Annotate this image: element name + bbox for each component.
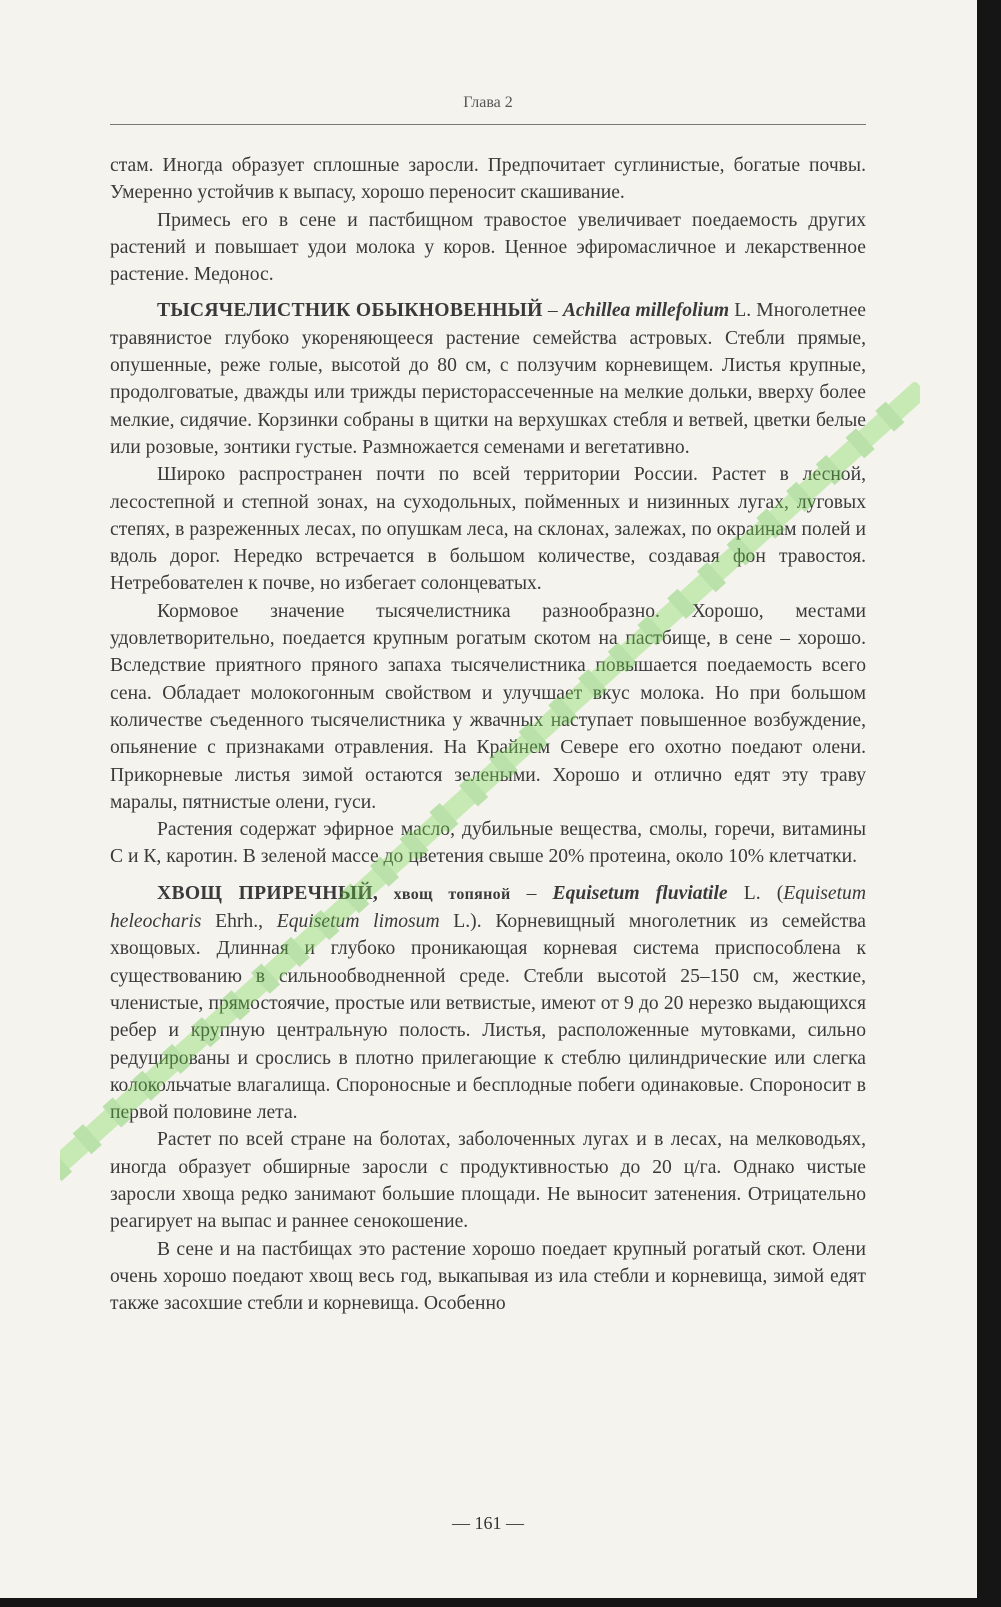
header-rule (110, 124, 866, 125)
paragraph-horsetail-distribution: Растет по всей стране на болотах, заболоченных лугах и в лесах, на мелководьях, иногда образует обширные заросли с продуктивностью до 20 ц/га. Однако чистые заросли хвоща редко занимают большие площади. Не выносит затенения. Отрицательно реагирует на выпас и раннее сенокошение. (110, 1129, 866, 1233)
entry-horsetail-dash: – (510, 882, 553, 904)
entry-yarrow-term: ТЫСЯЧЕЛИСТНИК ОБЫКНОВЕННЫЙ (157, 300, 543, 322)
entry-horsetail (110, 880, 866, 1127)
paragraph-continuation: стам. Иногда образует сплошные заросли. Предпочитает суглинистые, богатые почвы. Умеренно устойчив к выпасу, хорошо переносит скашивание. (110, 155, 866, 204)
paragraph-yarrow-distribution: Широко распространен почти по всей территории России. Растет в лесной, лесостепной и степной зонах, на суходольных, пойменных и низинных лугах, луговых степях, в разреженных лесах, по опушкам леса, на склонах, залежах, по окраинам полей и вдоль дорог. Нередко встречается в большом количестве, создавая фон травостоя. Нетребователен к почве, но избегает солонцеватых. (110, 464, 866, 595)
entry-horsetail-author: L. ( (727, 882, 784, 904)
scan-edge-bottom (0, 1598, 1001, 1607)
entry-horsetail-latin: Equisetum fluviatile (552, 882, 728, 904)
body-text (110, 152, 866, 1317)
running-head: Глава 2 (463, 94, 513, 111)
paragraph-hay-value: Примесь его в сене и пастбищном травостое увеличивает поедаемость других растений и повышает удои молока у коров. Ценное эфиромасличное и лекарственное растение. Медонос. (110, 209, 866, 286)
entry-horsetail-alt-name: хвощ топяной (378, 885, 511, 903)
page-number: — 161 — (452, 1513, 524, 1533)
entry-yarrow (110, 297, 866, 461)
entry-horsetail-synonym-1: Equisetum heleocharis (110, 882, 866, 933)
entry-horsetail-synonym-2-author: L.). (439, 911, 482, 933)
entry-horsetail-term: ХВОЩ ПРИРЕЧНЫЙ, (157, 882, 379, 904)
scan-edge-right (977, 0, 1001, 1607)
entry-horsetail-synonym-2: Equisetum limosum (276, 911, 440, 933)
entry-horsetail-description: Корневищный многолетник из семейства хвощовых. Длинная и глубоко проникающая корневая система приспособлена к существованию в сильнообводненной среде. Стебли высотой 25–150 см, жесткие, членистые, прямостоячие, простые или ветвистые, имеют от 9 до 20 нерезко выдающихся ребер и крупную центральную полость. Листья, расположенные мутовками, сильно редуцированы и срослись в плотно прилегающие к стеблю цилиндрические или слегка колокольчатые влагалища. Спороносные и бесплодные побеги одинаковые. Спороносит в первой половине лета. (110, 911, 866, 1124)
paragraph-yarrow-composition: Растения содержат эфирное масло, дубильные вещества, смолы, горечи, витамины С и К, каротин. В зеленой массе до цветения свыше 20% протеина, около 10% клетчатки. (110, 819, 866, 868)
paragraph-yarrow-forage: Кормовое значение тысячелистника разнообразно. Хорошо, местами удовлетворительно, поедается крупным рогатым скотом на пастбище, в сене – хорошо. Вследствие приятного пряного запаха тысячелистника повышается поедаемость всего сена. Обладает молокогонным свойством и улучшает вкус молока. Но при большом количестве съеденного тысячелистника у жвачных наступает повышенное возбуждение, опьянение с признаками отравления. На Крайнем Севере его охотно поедают олени. Прикорневые листья зимой остаются зелеными. Хорошо и отлично едят эту траву маралы, пятнистые олени, гуси. (110, 600, 866, 813)
entry-horsetail-synonym-1-author: Ehrh., (201, 911, 277, 933)
entry-yarrow-dash: – (542, 300, 563, 322)
entry-yarrow-author: L. (729, 300, 752, 322)
entry-yarrow-description: Многолетнее травянистое глубоко укореняющееся растение семейства астровых. Стебли прямые, опушенные, реже голые, высотой до 80 см, с ползучим корневищем. Листья крупные, продолговатые, дважды или трижды перисторассеченные на мелкие дольки, вверху более мелкие, сидячие. Корзинки собраны в щитки на верхушках стебля и ветвей, цветки белые или розовые, зонтики густые. Размножается семенами и вегетативно. (110, 300, 867, 458)
entry-yarrow-latin: Achillea millefolium (562, 300, 730, 322)
paragraph-horsetail-forage: В сене и на пастбищах это растение хорошо поедает крупный рогатый скот. Олени очень хорошо поедают хвощ весь год, выкапывая из ила стебли и корневища, зимой едят также засохшие стебли и корневища. Особенно (110, 1238, 866, 1315)
